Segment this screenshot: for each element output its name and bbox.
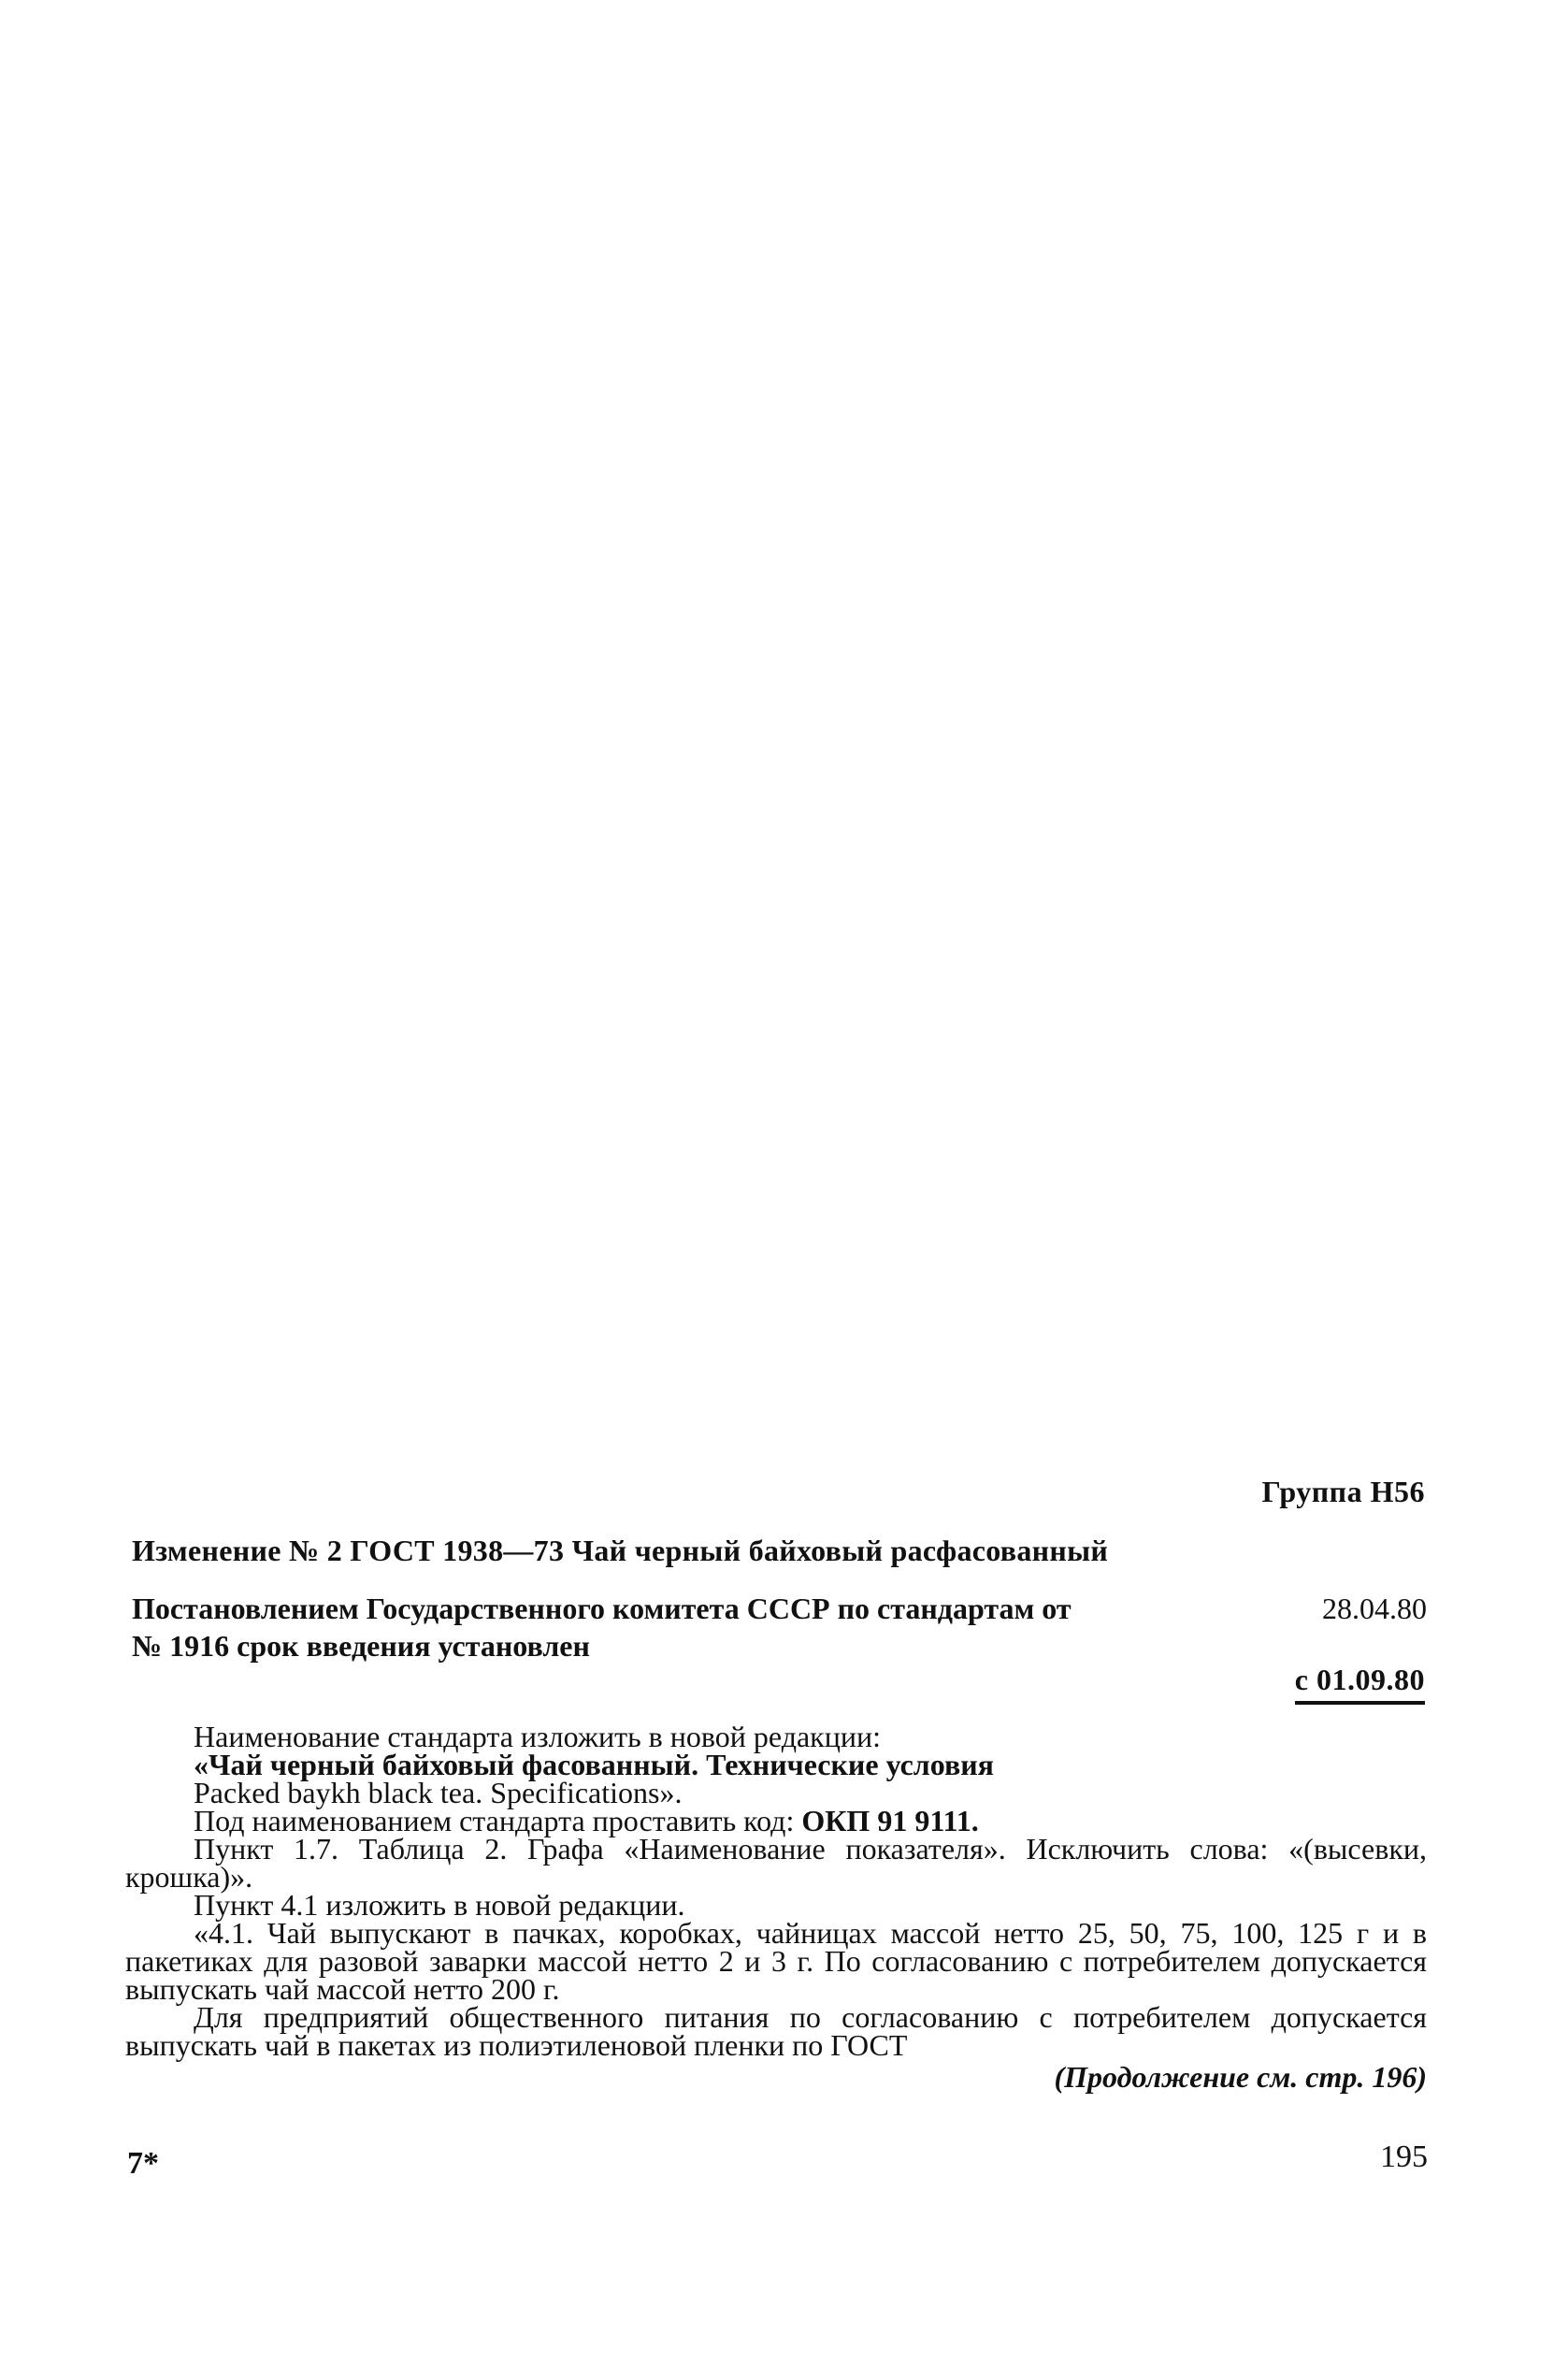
page-number: 195 bbox=[1380, 2140, 1428, 2174]
okp-code: ОКП 91 9111. bbox=[801, 1804, 979, 1837]
new-title-en: Packed baykh black tea. Specifications». bbox=[194, 1776, 683, 1809]
decree-line-1 bbox=[132, 1590, 1427, 1627]
decree-date: 28.04.80 bbox=[1322, 1592, 1427, 1625]
decree-text: Постановлением Государственного комитета СССР по стандартам от bbox=[132, 1592, 1072, 1625]
paragraph-4-1-intro: Пункт 4.1 изложить в новой редакции. bbox=[194, 1888, 685, 1922]
amendment-title: Изменение № 2 ГОСТ 1938—73 Чай черный байховый расфасованный bbox=[132, 1534, 1109, 1567]
new-title-ru: «Чай черный байховый фасованный. Технические условия bbox=[194, 1748, 994, 1781]
signature-mark: 7* bbox=[127, 2146, 159, 2181]
code-prefix: Под наименованием стандарта проставить код: bbox=[194, 1804, 802, 1837]
paragraph-rename: Наименование стандарта изложить в новой редакции: bbox=[194, 1720, 881, 1753]
decree-line-2: № 1916 срок введения установлен bbox=[132, 1629, 590, 1663]
paragraph-4-1: «4.1. Чай выпускают в пачках, коробках, чайницах массой нетто 25, 50, 75, 100, 125 г и в пакетиках для разовой заварки массой нетто 2 и 3 г. По согласованию с потребителем допускается выпускать чай массой нетто 200 г. bbox=[125, 1916, 1427, 2006]
group-label: Группа Н56 bbox=[1261, 1475, 1425, 1508]
effective-date: с 01.09.80 bbox=[1295, 1663, 1425, 1705]
decree-block bbox=[132, 1590, 1427, 1664]
continuation-note: (Продолжение см. стр. 196) bbox=[1054, 2060, 1427, 2094]
paragraph-table: Пункт 1.7. Таблица 2. Графа «Наименование показателя». Исключить слова: «(высевки, крошка)». bbox=[125, 1832, 1427, 1894]
amendment-body bbox=[125, 1720, 1427, 2094]
paragraph-catering: Для предприятий общественного питания по согласованию с потребителем допускается выпускать чай в пакетах из полиэтиленовой пленки по ГОСТ bbox=[125, 2000, 1427, 2062]
paragraph-code bbox=[125, 1804, 1427, 1837]
